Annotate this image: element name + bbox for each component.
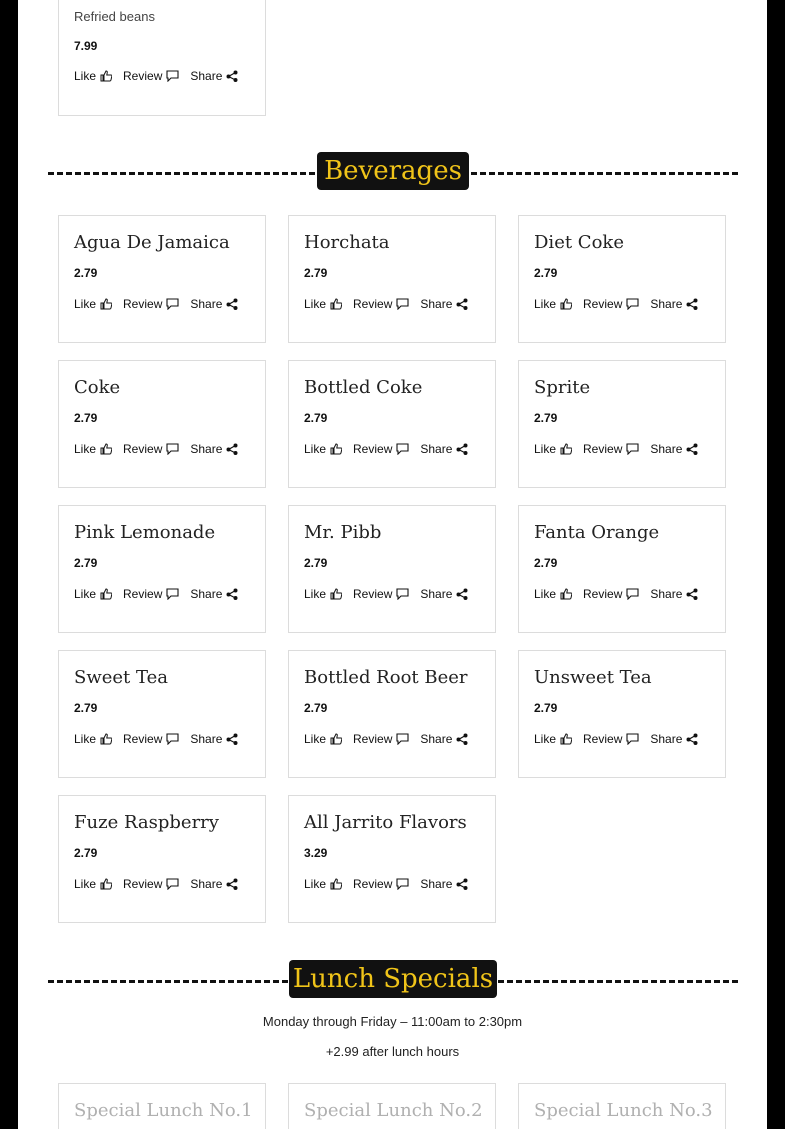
like-button[interactable]: [74, 442, 112, 456]
review-button[interactable]: [123, 877, 179, 891]
beverage-card: [518, 360, 726, 488]
item-actions: [74, 587, 249, 601]
share-icon: [226, 733, 238, 745]
item-actions: [74, 69, 249, 83]
review-button[interactable]: [353, 732, 409, 746]
comment-icon: [396, 588, 409, 600]
beverage-card: [58, 650, 266, 778]
like-button[interactable]: [534, 587, 572, 601]
item-actions: [74, 297, 249, 311]
share-icon: [456, 443, 468, 455]
thumbs-up-icon: [100, 733, 112, 745]
like-label: Like: [304, 877, 327, 891]
item-price: 2.79: [534, 411, 558, 425]
share-button[interactable]: [190, 732, 238, 746]
special-lunch-card[interactable]: [58, 1083, 266, 1129]
share-button[interactable]: [650, 297, 698, 311]
share-icon: [686, 733, 698, 745]
review-label: Review: [353, 732, 393, 746]
share-label: Share: [190, 442, 223, 456]
review-label: Review: [353, 297, 393, 311]
item-price: 7.99: [74, 39, 98, 53]
review-label: Review: [353, 877, 393, 891]
item-price: 2.79: [304, 556, 328, 570]
review-button[interactable]: [353, 877, 409, 891]
share-button[interactable]: [650, 442, 698, 456]
item-actions: [304, 442, 479, 456]
share-icon: [686, 588, 698, 600]
thumbs-up-icon: [560, 298, 572, 310]
item-title: Fanta Orange: [534, 522, 660, 543]
review-label: Review: [123, 877, 163, 891]
comment-icon: [166, 733, 179, 745]
like-button[interactable]: [304, 732, 342, 746]
item-title: Bottled Root Beer: [304, 667, 468, 688]
review-button[interactable]: [583, 587, 639, 601]
share-button[interactable]: [190, 587, 238, 601]
comment-icon: [166, 443, 179, 455]
thumbs-up-icon: [330, 443, 342, 455]
comment-icon: [626, 733, 639, 745]
like-button[interactable]: [74, 732, 112, 746]
item-title: Unsweet Tea: [534, 667, 652, 688]
like-button[interactable]: [304, 297, 342, 311]
share-icon: [686, 443, 698, 455]
item-price: 2.79: [304, 701, 328, 715]
item-title: Diet Coke: [534, 232, 624, 253]
item-title: Mr. Pibb: [304, 522, 382, 543]
like-label: Like: [74, 587, 97, 601]
review-label: Review: [123, 69, 163, 83]
share-icon: [226, 298, 238, 310]
item-price: 3.29: [304, 846, 328, 860]
item-title: Coke: [74, 377, 121, 398]
share-label: Share: [190, 877, 223, 891]
like-label: Like: [534, 587, 557, 601]
share-button[interactable]: [420, 587, 468, 601]
share-icon: [226, 443, 238, 455]
item-title: Agua De Jamaica: [74, 232, 230, 253]
item-title: Horchata: [304, 232, 390, 253]
share-label: Share: [650, 297, 683, 311]
thumbs-up-icon: [100, 443, 112, 455]
thumbs-up-icon: [330, 298, 342, 310]
like-button[interactable]: [74, 297, 112, 311]
item-price: 2.79: [74, 266, 98, 280]
comment-icon: [626, 443, 639, 455]
special-lunch-card[interactable]: [288, 1083, 496, 1129]
like-button[interactable]: [74, 877, 112, 891]
item-actions: [304, 732, 479, 746]
beverage-card: [288, 215, 496, 343]
share-button[interactable]: [190, 69, 238, 83]
section-title-lunch-specials: Lunch Specials: [289, 960, 497, 998]
review-button[interactable]: [123, 297, 179, 311]
review-label: Review: [123, 587, 163, 601]
menu-page: [18, 0, 767, 1129]
item-price: 2.79: [74, 411, 98, 425]
like-label: Like: [74, 877, 97, 891]
item-price: 2.79: [74, 556, 98, 570]
like-button[interactable]: [304, 877, 342, 891]
beverage-card: [518, 505, 726, 633]
thumbs-up-icon: [100, 878, 112, 890]
like-label: Like: [304, 442, 327, 456]
comment-icon: [166, 70, 179, 82]
like-label: Like: [534, 297, 557, 311]
review-label: Review: [583, 587, 623, 601]
share-label: Share: [420, 297, 453, 311]
share-label: Share: [420, 732, 453, 746]
review-button[interactable]: [353, 297, 409, 311]
thumbs-up-icon: [560, 443, 572, 455]
review-button[interactable]: [583, 297, 639, 311]
review-label: Review: [353, 587, 393, 601]
special-lunch-card[interactable]: [518, 1083, 726, 1129]
review-button[interactable]: [583, 732, 639, 746]
review-label: Review: [123, 442, 163, 456]
item-actions: [534, 732, 709, 746]
share-button[interactable]: [650, 732, 698, 746]
beverage-card: [288, 795, 496, 923]
review-label: Review: [583, 442, 623, 456]
item-actions: [534, 297, 709, 311]
share-button[interactable]: [420, 442, 468, 456]
like-button[interactable]: [534, 297, 572, 311]
like-label: Like: [74, 69, 97, 83]
review-button[interactable]: [353, 442, 409, 456]
share-icon: [686, 298, 698, 310]
thumbs-up-icon: [330, 733, 342, 745]
share-button[interactable]: [190, 297, 238, 311]
share-label: Share: [420, 877, 453, 891]
special-lunch-title: Special Lunch No.1: [74, 1100, 253, 1121]
thumbs-up-icon: [560, 733, 572, 745]
item-actions: [304, 587, 479, 601]
share-icon: [456, 588, 468, 600]
like-label: Like: [304, 587, 327, 601]
share-icon: [226, 588, 238, 600]
comment-icon: [166, 588, 179, 600]
item-price: 2.79: [534, 556, 558, 570]
comment-icon: [626, 588, 639, 600]
like-label: Like: [534, 442, 557, 456]
like-button[interactable]: [74, 69, 112, 83]
like-label: Like: [534, 732, 557, 746]
share-label: Share: [420, 587, 453, 601]
share-button[interactable]: [420, 297, 468, 311]
beverage-card: [288, 505, 496, 633]
thumbs-up-icon: [560, 588, 572, 600]
share-button[interactable]: [420, 877, 468, 891]
share-button[interactable]: [190, 442, 238, 456]
item-actions: [534, 442, 709, 456]
like-label: Like: [304, 732, 327, 746]
like-button[interactable]: [534, 442, 572, 456]
review-button[interactable]: [353, 587, 409, 601]
share-button[interactable]: [650, 587, 698, 601]
menu-item-card: [58, 0, 266, 116]
like-label: Like: [304, 297, 327, 311]
section-title-beverages: Beverages: [317, 152, 469, 190]
like-button[interactable]: [74, 587, 112, 601]
share-label: Share: [650, 587, 683, 601]
comment-icon: [396, 443, 409, 455]
lunch-note: +2.99 after lunch hours: [325, 1044, 460, 1059]
item-actions: [74, 877, 249, 891]
lunch-hours: Monday through Friday – 11:00am to 2:30pm: [262, 1014, 523, 1029]
review-button[interactable]: [123, 587, 179, 601]
item-actions: [304, 297, 479, 311]
comment-icon: [166, 878, 179, 890]
like-button[interactable]: [534, 732, 572, 746]
review-button[interactable]: [123, 69, 179, 83]
thumbs-up-icon: [100, 70, 112, 82]
beverage-card: [518, 215, 726, 343]
share-icon: [226, 70, 238, 82]
thumbs-up-icon: [100, 588, 112, 600]
share-label: Share: [650, 732, 683, 746]
item-title: Pink Lemonade: [74, 522, 216, 543]
beverage-card: [288, 360, 496, 488]
share-icon: [226, 878, 238, 890]
like-label: Like: [74, 732, 97, 746]
item-actions: [304, 877, 479, 891]
like-button[interactable]: [304, 587, 342, 601]
item-description: Refried beans: [74, 9, 155, 24]
comment-icon: [396, 878, 409, 890]
share-label: Share: [190, 69, 223, 83]
share-button[interactable]: [420, 732, 468, 746]
comment-icon: [166, 298, 179, 310]
beverage-card: [58, 215, 266, 343]
review-label: Review: [123, 297, 163, 311]
item-title: Sweet Tea: [74, 667, 168, 688]
share-icon: [456, 298, 468, 310]
share-icon: [456, 878, 468, 890]
comment-icon: [396, 733, 409, 745]
item-title: All Jarrito Flavors: [304, 812, 467, 833]
beverage-card: [518, 650, 726, 778]
review-label: Review: [583, 732, 623, 746]
review-label: Review: [583, 297, 623, 311]
review-button[interactable]: [123, 442, 179, 456]
review-label: Review: [353, 442, 393, 456]
share-icon: [456, 733, 468, 745]
item-price: 2.79: [74, 846, 98, 860]
item-actions: [74, 442, 249, 456]
thumbs-up-icon: [100, 298, 112, 310]
special-lunch-title: Special Lunch No.2: [304, 1100, 483, 1121]
like-button[interactable]: [304, 442, 342, 456]
comment-icon: [396, 298, 409, 310]
item-title: Sprite: [534, 377, 591, 398]
beverage-card: [58, 505, 266, 633]
item-price: 2.79: [74, 701, 98, 715]
special-lunch-title: Special Lunch No.3: [534, 1100, 713, 1121]
item-actions: [534, 587, 709, 601]
item-price: 2.79: [534, 266, 558, 280]
review-button[interactable]: [123, 732, 179, 746]
review-label: Review: [123, 732, 163, 746]
comment-icon: [626, 298, 639, 310]
share-button[interactable]: [190, 877, 238, 891]
share-label: Share: [190, 587, 223, 601]
share-label: Share: [190, 732, 223, 746]
review-button[interactable]: [583, 442, 639, 456]
beverage-card: [58, 795, 266, 923]
share-label: Share: [650, 442, 683, 456]
like-label: Like: [74, 442, 97, 456]
share-label: Share: [190, 297, 223, 311]
beverage-card: [288, 650, 496, 778]
item-title: Bottled Coke: [304, 377, 423, 398]
like-label: Like: [74, 297, 97, 311]
item-price: 2.79: [304, 266, 328, 280]
item-price: 2.79: [304, 411, 328, 425]
thumbs-up-icon: [330, 588, 342, 600]
item-actions: [74, 732, 249, 746]
beverage-card: [58, 360, 266, 488]
share-label: Share: [420, 442, 453, 456]
item-price: 2.79: [534, 701, 558, 715]
item-title: Fuze Raspberry: [74, 812, 219, 833]
thumbs-up-icon: [330, 878, 342, 890]
